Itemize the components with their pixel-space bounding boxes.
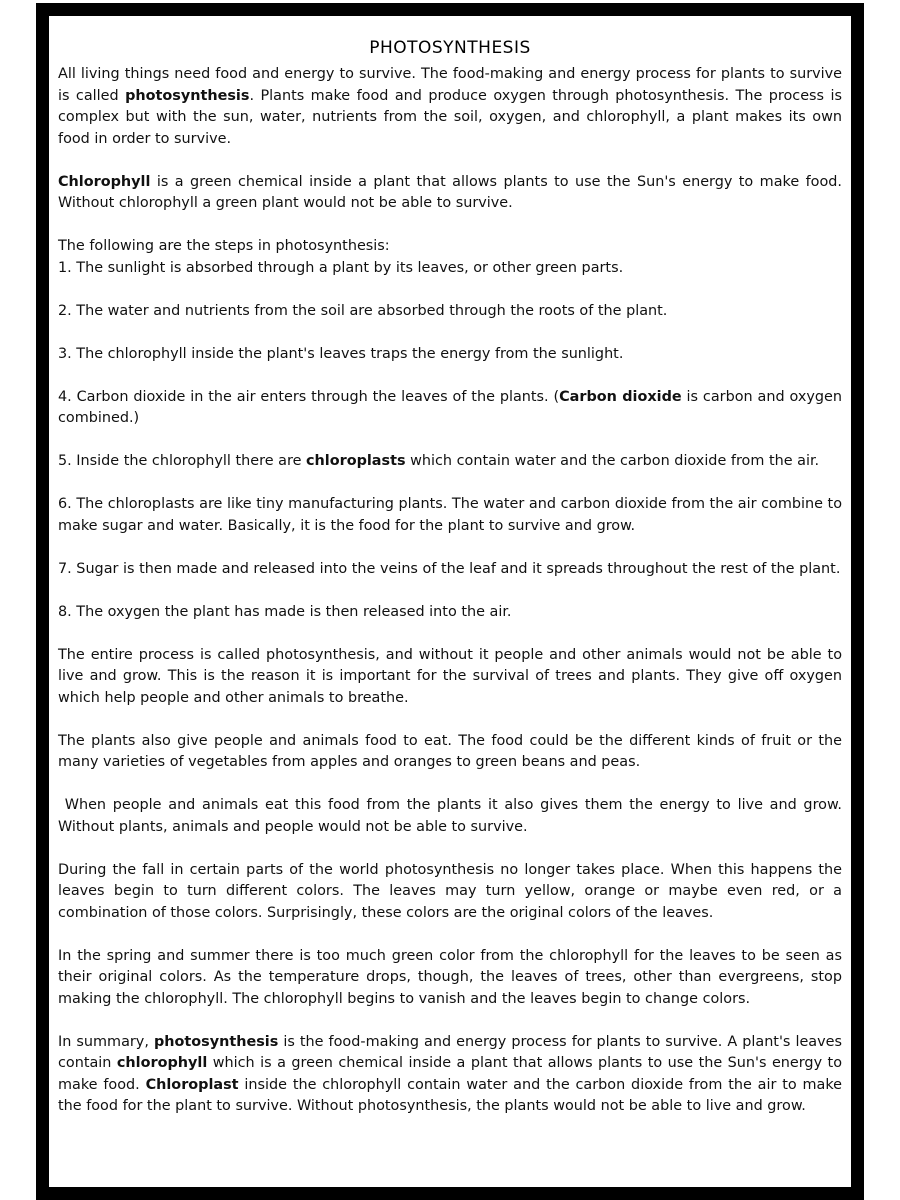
intro-text-1: All living things need food and energy to survive. The food-making and energy process for plants to survive is called bbox=[58, 66, 842, 104]
summary-text-1: In summary, bbox=[58, 1033, 154, 1050]
intro-bold-term: photosynthesis bbox=[125, 87, 250, 104]
step-4 bbox=[58, 387, 842, 430]
step-2: 2. The water and nutrients from the soil are absorbed through the roots of the plant. bbox=[58, 302, 668, 319]
summary-bold-photosynthesis: photosynthesis bbox=[153, 1033, 279, 1050]
step-5 bbox=[58, 451, 842, 473]
chlorophyll-text: is a green chemical inside a plant that allows plants to use the Sun's energy to make food. Without chlorophyll a green plant would not be able to survive. bbox=[58, 173, 842, 211]
page-title: PHOTOSYNTHESIS bbox=[369, 38, 531, 58]
summary-text-2: is the food-making and energy process for plants to survive. A plant's leaves contain bbox=[58, 1033, 842, 1071]
step-1: 1. The sunlight is absorbed through a plant by its leaves, or other green parts. bbox=[58, 259, 624, 276]
step-4-text-2: is carbon and oxygen combined.) bbox=[58, 388, 842, 426]
paragraph-fall: During the fall in certain parts of the world photosynthesis no longer takes place. When this happens the leaves begin to turn different colors. The leaves may turn yellow, orange or maybe even red, or a combination of those colors. Surprisingly, these colors are the original colors of the leaves. bbox=[58, 861, 842, 921]
step-8: 8. The oxygen the plant has made is then released into the air. bbox=[58, 603, 512, 620]
step-5-bold-term: chloroplasts bbox=[306, 453, 406, 469]
steps-intro: The following are the steps in photosynthesis: bbox=[58, 238, 390, 254]
step-3: 3. The chlorophyll inside the plant's leaves traps the energy from the sunlight. bbox=[58, 345, 624, 362]
intro-text-2: . Plants make food and produce oxygen through photosynthesis. The process is complex but with the sun, water, nutrients from the soil, oxygen, and chlorophyll, a plant makes its own food in order to survive. bbox=[58, 87, 842, 147]
summary-text-3: which is a green chemical inside a plant that allows plants to use the Sun's energy to make food. bbox=[58, 1055, 842, 1093]
summary-text-4: inside the chlorophyll contain water and the carbon dioxide from the air to make the food for the plant to survive. Without photosynthesis, the plants would not be able to live and grow. bbox=[58, 1076, 842, 1114]
page-border bbox=[36, 3, 864, 1200]
intro-paragraph bbox=[58, 64, 842, 150]
step-5-text-1: 5. Inside the chlorophyll there are bbox=[58, 453, 306, 469]
paragraph-spring: In the spring and summer there is too much green color from the chlorophyll for the leaves to be seen as their original colors. As the temperature drops, though, the leaves of trees, other than evergreens, stop making the chlorophyll. The chlorophyll begins to vanish and the leaves begin to change colors. bbox=[58, 947, 842, 1007]
step-7: 7. Sugar is then made and released into the veins of the leaf and it spreads throughout the rest of the plant. bbox=[58, 560, 841, 577]
step-4-bold-term: Carbon dioxide bbox=[559, 388, 682, 405]
paragraph-energy: When people and animals eat this food from the plants it also gives them the energy to live and grow. Without plants, animals and people would not be able to survive. bbox=[58, 797, 847, 835]
document-content bbox=[58, 64, 847, 1139]
step-6: 6. The chloroplasts are like tiny manufacturing plants. The water and carbon dioxide from the air combine to make sugar and water. Basically, it is the food for the plant to survive and grow. bbox=[58, 496, 842, 534]
chlorophyll-bold-term: Chlorophyll bbox=[58, 173, 151, 190]
paragraph-importance: The entire process is called photosynthesis, and without it people and other animals would not be able to live and grow. This is the reason it is important for the survival of trees and plants. They give off oxygen which help people and other animals to breathe. bbox=[58, 646, 842, 706]
step-5-text-2: which contain water and the carbon dioxide from the air. bbox=[405, 453, 820, 469]
summary-bold-chloroplast: Chloroplast bbox=[145, 1076, 239, 1093]
summary-bold-chlorophyll: chlorophyll bbox=[116, 1055, 208, 1071]
page-body bbox=[49, 16, 851, 1187]
chlorophyll-paragraph bbox=[58, 172, 842, 215]
summary-paragraph bbox=[58, 1032, 842, 1118]
paragraph-food: The plants also give people and animals food to eat. The food could be the different kinds of fruit or the many varieties of vegetables from apples and oranges to green beans and peas. bbox=[58, 732, 842, 770]
step-4-text-1: 4. Carbon dioxide in the air enters through the leaves of the plants. ( bbox=[58, 388, 560, 405]
